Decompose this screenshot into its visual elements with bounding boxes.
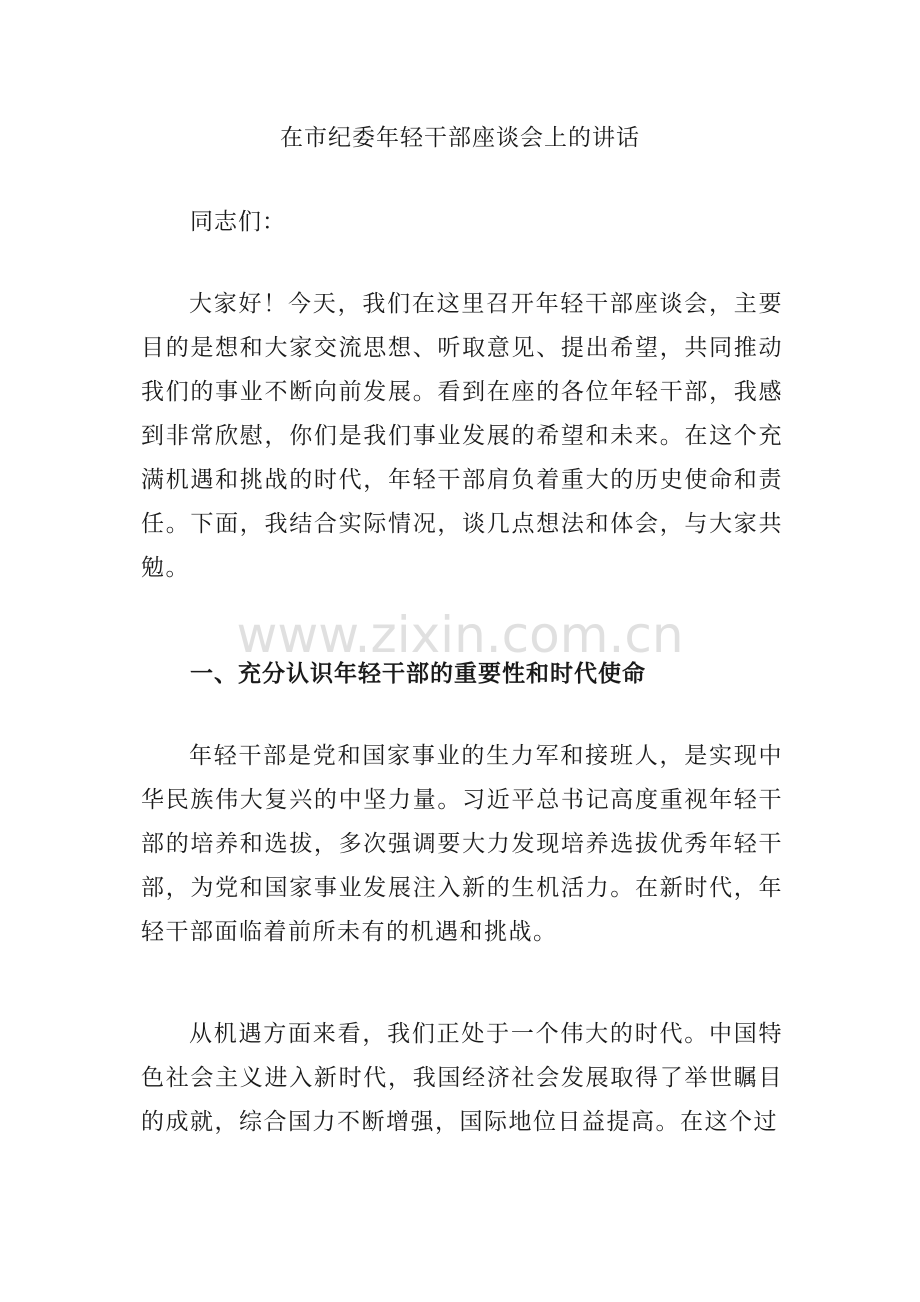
salutation: 同志们： — [190, 209, 286, 235]
paragraph-section-1: 年轻干部是党和国家事业的生力军和接班人，是实现中华民族伟大复兴的中坚力量。习近平总书记高度重视年轻干部的培养和选拔，多次强调要大力发现培养选拔优秀年轻干部，为党和国家事业发展注入新的生机活力。在新时代，年轻干部面临着前所未有的机遇和挑战。 — [141, 743, 783, 945]
watermark-text: www.zixin.com.cn — [236, 606, 684, 664]
paragraph-intro: 大家好！今天，我们在这里召开年轻干部座谈会，主要目的是想和大家交流思想、听取意见、提出希望，共同推动我们的事业不断向前发展。看到在座的各位年轻干部，我感到非常欣慰，你们是我们事业发展的希望和未来。在这个充满机遇和挑战的时代，年轻干部肩负着重大的历史使命和责任。下面，我结合实际情况，谈几点想法和体会，与大家共勉。 — [141, 291, 783, 581]
paragraph-section-2: 从机遇方面来看，我们正处于一个伟大的时代。中国特色社会主义进入新时代，我国经济社会发展取得了举世瞩目的成就，综合国力不断增强，国际地位日益提高。在这个过 — [141, 1021, 783, 1135]
section-heading: 一、充分认识年轻干部的重要性和时代使命 — [190, 661, 646, 687]
document-title: 在市纪委年轻干部座谈会上的讲话 — [280, 125, 640, 151]
